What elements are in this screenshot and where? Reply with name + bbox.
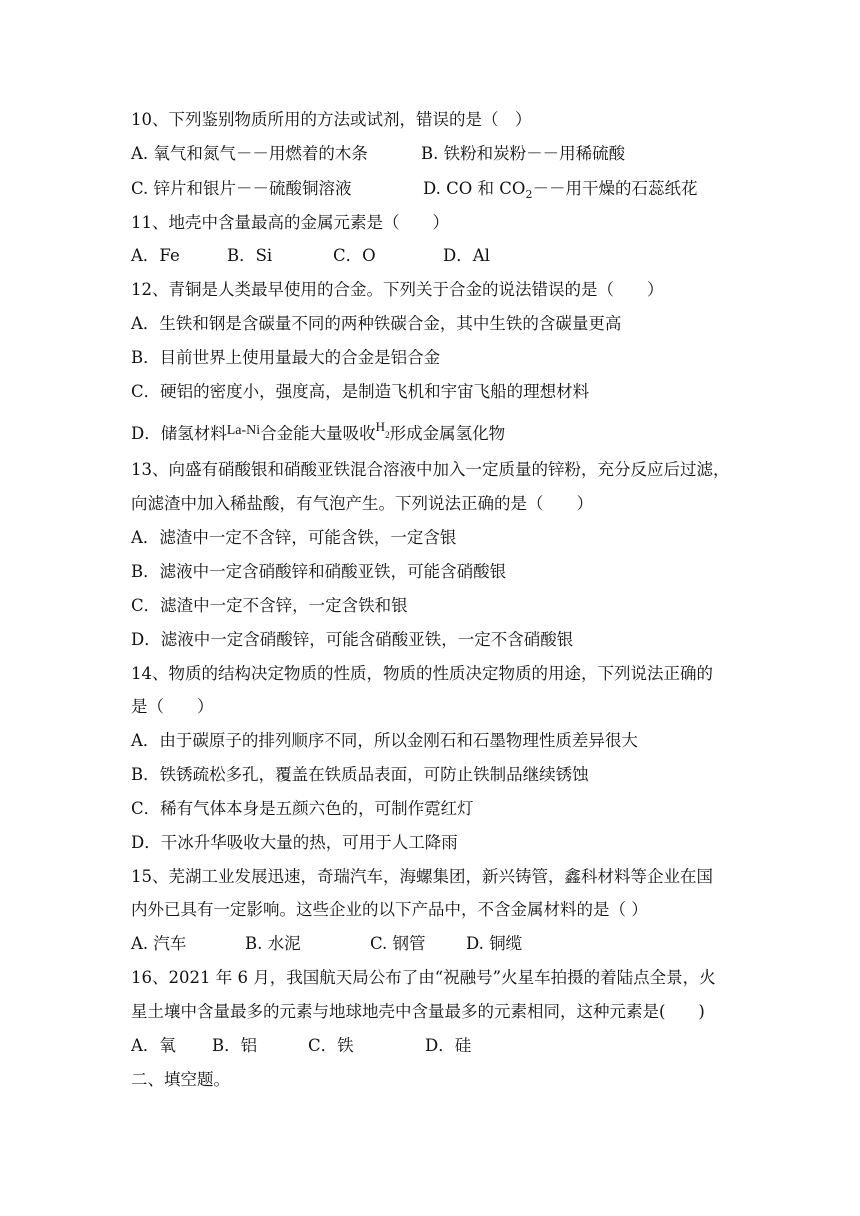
q15-option-c: C. 钢管	[370, 934, 426, 953]
q12-formula-la-ni: La-Ni	[226, 423, 261, 438]
q14-option-b: B．铁锈疏松多孔，覆盖在铁质品表面，可防止铁制品继续锈蚀	[131, 765, 589, 784]
q13-option-d: D．滤液中一定含硝酸锌，可能含硝酸亚铁，一定不含硝酸银	[131, 630, 574, 649]
q10-option-d-text-end: －－用干燥的石蕊纸花	[532, 179, 698, 198]
q13-option-a: A．滤渣中一定不含锌，可能含铁，一定含银	[131, 528, 457, 547]
q11-stem: 11、地壳中含量最高的金属元素是（ ）	[131, 213, 449, 232]
q12-option-d	[131, 421, 505, 447]
q12-stem: 12、青铜是人类最早使用的合金。下列关于合金的说法错误的是（ ）	[131, 280, 664, 299]
q15-option-b: B. 水泥	[245, 934, 301, 953]
q12-formula-h-subscript: 2	[385, 430, 390, 440]
q10-option-d	[423, 176, 697, 204]
q16-option-a: A．氧	[131, 1036, 176, 1055]
q16-stem-line1: 16、2021 年 6 月，我国航天局公布了由“祝融号”火星车拍摄的着陆点全景，火	[131, 968, 716, 987]
q15-stem-line2: 内外已具有一定影响。这些企业的以下产品中，不含金属材料的是（ ）	[131, 900, 648, 919]
q14-option-d: D．干冰升华吸收大量的热，可用于人工降雨	[131, 833, 458, 852]
q12-formula-h2	[375, 419, 390, 440]
q10-options-cd	[131, 176, 731, 202]
q15-option-d: D. 铜缆	[466, 934, 523, 953]
q15-option-a: A. 汽车	[131, 934, 187, 953]
q11-option-d: D．Al	[443, 246, 490, 265]
q15-options	[131, 931, 611, 957]
q10-option-d-subscript: 2	[525, 188, 533, 201]
q14-option-c: C．稀有气体本身是五颜六色的，可制作霓红灯	[131, 799, 474, 818]
q11-option-b: B．Si	[227, 246, 273, 265]
q12-option-a: A．生铁和钢是含碳量不同的两种铁碳合金，其中生铁的含碳量更高	[131, 314, 622, 333]
q11-options	[131, 243, 531, 269]
q16-option-b: B．铝	[212, 1036, 258, 1055]
q10-options-ab	[131, 141, 731, 167]
q10-stem: 10、下列鉴别物质所用的方法或试剂，错误的是（ ）	[131, 110, 532, 129]
q12-formula-h: H	[375, 419, 386, 434]
q10-option-c: C. 锌片和银片－－硫酸铜溶液	[131, 179, 352, 198]
q11-option-a: A．Fe	[131, 246, 180, 265]
q12-option-d-text: D．储氢材料	[131, 424, 227, 443]
q14-stem-line1: 14、物质的结构决定物质的性质，物质的性质决定物质的用途，下列说法正确的	[131, 664, 713, 683]
q14-stem-line2: 是（ ）	[131, 697, 214, 716]
q16-option-c: C．铁	[308, 1036, 354, 1055]
q13-option-c: C．滤渣中一定不含锌，一定含铁和银	[131, 596, 408, 615]
q12-option-b: B．目前世界上使用量最大的合金是铝合金	[131, 348, 441, 367]
q10-option-b: B. 铁粉和炭粉－－用稀硫酸	[421, 144, 626, 163]
section-heading-fill-in: 二、填空题。	[131, 1070, 230, 1089]
q12-option-c: C．硬铝的密度小，强度高，是制造飞机和宇宙飞船的理想材料	[131, 382, 590, 401]
q13-stem-line2: 向滤渣中加入稀盐酸，有气泡产生。下列说法正确的是（ ）	[131, 494, 593, 513]
q14-option-a: A．由于碳原子的排列顺序不同，所以金刚石和石墨物理性质差异很大	[131, 731, 638, 750]
q16-options	[131, 1033, 531, 1059]
q13-stem-line1: 13、向盛有硝酸银和硝酸亚铁混合溶液中加入一定质量的锌粉，充分反应后过滤，	[131, 460, 730, 479]
q16-stem-line2: 星土壤中含量最多的元素与地球地壳中含量最多的元素相同，这种元素是( )	[131, 1002, 705, 1021]
q10-option-a: A. 氧气和氮气－－用燃着的木条	[131, 144, 368, 163]
q13-option-b: B．滤液中一定含硝酸锌和硝酸亚铁，可能含硝酸银	[131, 562, 507, 581]
q12-option-d-text-mid: 合金能大量吸收	[260, 424, 376, 443]
q12-option-d-text-end: 形成金属氢化物	[389, 424, 506, 443]
q10-option-d-text: D. CO 和 CO	[423, 179, 526, 198]
q15-stem-line1: 15、芜湖工业发展迅速，奇瑞汽车，海螺集团，新兴铸管，鑫科材料等企业在国	[131, 867, 713, 886]
q16-option-d: D．硅	[425, 1036, 472, 1055]
q11-option-c: C．O	[333, 246, 376, 265]
